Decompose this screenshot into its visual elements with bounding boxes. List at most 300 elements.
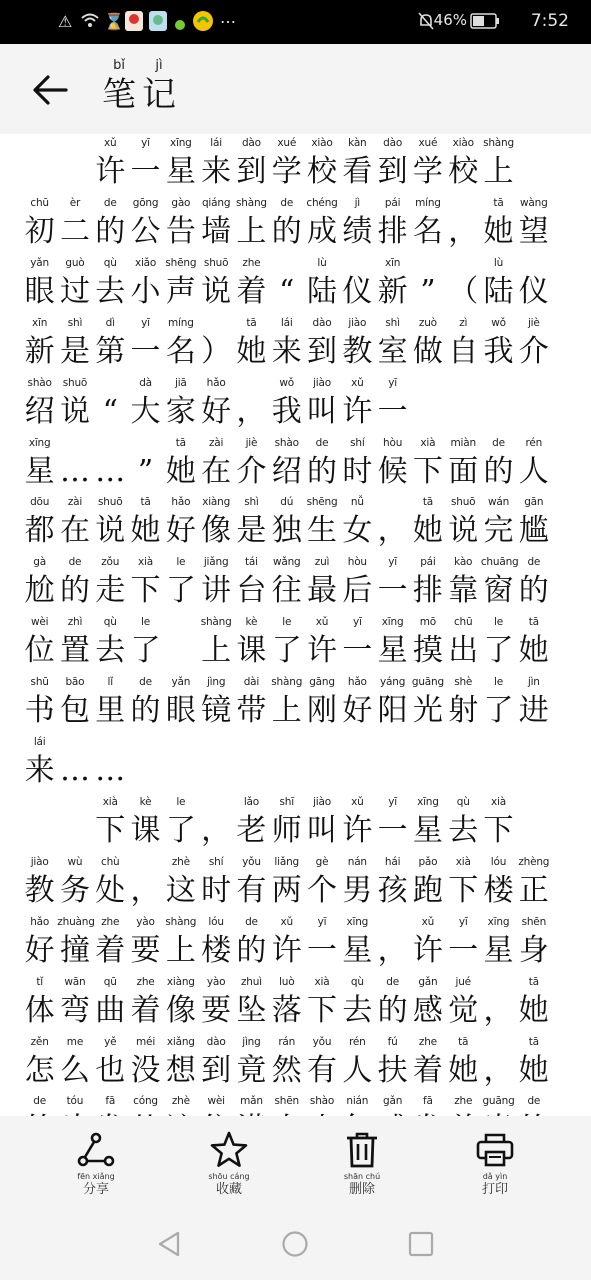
- char-cell: [375, 316, 410, 373]
- green-dot-icon: [174, 16, 186, 36]
- pinyin: wèi: [207, 1095, 225, 1108]
- nav-back-button[interactable]: [156, 1230, 184, 1262]
- nav-recents-button[interactable]: [407, 1230, 435, 1262]
- char-cell: [22, 436, 57, 493]
- hanzi: 位: [24, 633, 55, 669]
- char-cell: [163, 615, 198, 672]
- pinyin: [198, 316, 233, 331]
- hanzi: 一: [377, 812, 408, 848]
- hanzi: 进: [518, 693, 549, 729]
- hanzi: 她: [518, 1052, 549, 1088]
- char-cell: [93, 136, 128, 193]
- char-cell: [22, 675, 57, 732]
- clock: 7:52: [530, 11, 569, 31]
- char-cell: [93, 735, 128, 792]
- pinyin: chuāng: [480, 556, 519, 569]
- hanzi: 没: [130, 1052, 161, 1088]
- back-button[interactable]: [26, 66, 74, 114]
- hanzi: 跑: [412, 872, 443, 908]
- text-line: [93, 136, 517, 193]
- pinyin: zhì: [67, 616, 83, 629]
- pinyin: dì: [105, 316, 115, 329]
- hanzi: 是: [236, 513, 267, 549]
- star-icon: [209, 1130, 249, 1170]
- pinyin: wǎng: [272, 556, 301, 569]
- pinyin: xià: [314, 975, 330, 988]
- char-cell: [234, 675, 269, 732]
- char-cell: [22, 495, 57, 552]
- hanzi: 声: [165, 273, 196, 309]
- text-line: [22, 555, 551, 612]
- pinyin: zì: [459, 316, 468, 329]
- char-cell: [22, 196, 57, 253]
- trash-icon: [342, 1130, 382, 1170]
- pinyin: de: [527, 1095, 541, 1108]
- hanzi: ，: [201, 812, 232, 848]
- hanzi: 撞: [59, 932, 90, 968]
- char-cell: [446, 136, 481, 193]
- char-cell: [163, 795, 198, 852]
- pinyin: nián: [346, 1095, 369, 1108]
- pinyin: gāng: [309, 676, 335, 689]
- hanzi: 了: [271, 633, 302, 669]
- hanzi: 星: [412, 812, 443, 848]
- hanzi: 窗: [483, 573, 514, 609]
- hanzi: 一: [448, 932, 479, 968]
- hanzi: 上: [165, 932, 196, 968]
- char-cell: [269, 136, 304, 193]
- pinyin: gān: [524, 496, 544, 509]
- char-cell: [234, 136, 269, 193]
- pinyin: míng: [168, 316, 194, 329]
- pinyin: zhe: [136, 975, 155, 988]
- pinyin: wù: [67, 855, 83, 868]
- hanzi: 候: [377, 453, 408, 489]
- char-cell: [198, 915, 233, 972]
- hanzi: ”: [420, 273, 436, 309]
- favorite-pinyin: shōu cáng: [208, 1172, 250, 1181]
- char-cell: [269, 1035, 304, 1092]
- hanzi: 女: [342, 513, 373, 549]
- system-nav-bar: [0, 1208, 591, 1280]
- char-cell: [128, 675, 163, 732]
- char-cell: [128, 855, 163, 912]
- pinyin: zhe: [454, 1095, 473, 1108]
- pinyin: xǔ: [351, 376, 364, 389]
- char-cell: [516, 196, 551, 253]
- char-cell: [234, 376, 269, 433]
- char-cell: [269, 376, 304, 433]
- hanzi: 身: [518, 932, 549, 968]
- pinyin: yǎn: [171, 676, 191, 689]
- pinyin: hòu: [347, 556, 367, 569]
- hanzi: 她: [165, 453, 196, 489]
- pinyin: qù: [350, 975, 364, 988]
- hanzi: 往: [271, 573, 302, 609]
- hanzi: 室: [377, 333, 408, 369]
- char-cell: [57, 735, 92, 792]
- char-cell: [446, 555, 481, 612]
- pinyin: zhè: [171, 1095, 190, 1108]
- char-cell: [198, 795, 233, 852]
- pinyin: yī: [141, 137, 150, 149]
- pinyin: jiào: [30, 855, 49, 868]
- char-cell: [22, 975, 57, 1032]
- pinyin: de: [386, 975, 399, 988]
- nav-home-button[interactable]: [281, 1230, 309, 1262]
- pinyin: [57, 735, 92, 750]
- hanzi: 课: [130, 812, 161, 848]
- pinyin: yǎn: [30, 256, 49, 269]
- hanzi: 好: [342, 693, 373, 729]
- pinyin: gǎn: [418, 975, 438, 988]
- pinyin: [93, 436, 128, 451]
- pinyin: shí: [350, 436, 365, 449]
- hanzi: 一: [377, 573, 408, 609]
- pinyin: xià: [455, 855, 471, 868]
- hanzi: ”: [137, 453, 154, 489]
- char-cell: [410, 136, 445, 193]
- pinyin: xià: [491, 795, 506, 808]
- hanzi: 都: [24, 513, 55, 549]
- pinyin: tái: [244, 556, 258, 569]
- char-cell: [93, 795, 128, 852]
- pinyin: [128, 436, 163, 451]
- pinyin: xué: [418, 137, 438, 149]
- char-cell: [57, 975, 92, 1032]
- hanzi: 的: [59, 573, 90, 609]
- char-cell: [198, 196, 233, 253]
- hanzi: 校: [448, 154, 479, 189]
- char-cell: [340, 495, 375, 552]
- pinyin: shàng: [165, 915, 197, 928]
- pinyin: le: [282, 616, 292, 629]
- hanzi: 绩: [342, 213, 373, 249]
- char-cell: [410, 915, 445, 972]
- char-cell: [128, 615, 163, 672]
- pinyin: xīng: [487, 915, 510, 928]
- char-cell: [516, 495, 551, 552]
- char-cell: [481, 915, 516, 972]
- text-line: [22, 735, 128, 792]
- hanzi: 坠: [236, 992, 267, 1028]
- pinyin: de: [103, 196, 117, 209]
- hanzi: 说: [95, 513, 126, 549]
- print-button[interactable]: [445, 1130, 545, 1197]
- pinyin: dài: [243, 676, 260, 689]
- pinyin: yě: [104, 1035, 117, 1048]
- char-cell: [375, 436, 410, 493]
- pinyin: yī: [388, 556, 397, 569]
- hanzi: 两: [271, 872, 302, 908]
- char-cell: [57, 675, 92, 732]
- pinyin: dà: [139, 376, 152, 389]
- char-cell: [375, 376, 410, 433]
- char-cell: [234, 615, 269, 672]
- pinyin: zǒu: [101, 556, 120, 569]
- pinyin: jiǎng: [203, 556, 229, 569]
- char-cell: [234, 975, 269, 1032]
- pinyin: fā: [105, 1095, 116, 1108]
- char-cell: [410, 855, 445, 912]
- pinyin: lǐ: [107, 676, 113, 689]
- hanzi: 楼: [201, 932, 232, 968]
- pinyin: [128, 855, 163, 870]
- pinyin: jìn: [527, 676, 540, 689]
- pinyin: tā: [528, 1035, 539, 1048]
- hanzi: 要: [201, 992, 232, 1028]
- hanzi: 的: [236, 932, 267, 968]
- pinyin: yī: [141, 316, 150, 329]
- pinyin: tā: [175, 436, 186, 449]
- char-cell: [163, 376, 198, 433]
- char-cell: [57, 376, 92, 433]
- hanzi: 来: [201, 154, 232, 189]
- hanzi: 着: [412, 1052, 443, 1088]
- char-cell: [481, 316, 516, 373]
- char-cell: [340, 675, 375, 732]
- hanzi: 觉: [448, 992, 479, 1028]
- hanzi: 教: [24, 872, 55, 908]
- print-label: 打印: [481, 1182, 508, 1197]
- hanzi: ，: [130, 872, 161, 908]
- char-cell: [304, 436, 339, 493]
- hanzi: 星: [165, 154, 196, 189]
- hanzi: 她: [130, 513, 161, 549]
- hanzi: 有: [236, 872, 267, 908]
- hanzi: 完: [483, 513, 514, 549]
- pinyin: dào: [312, 316, 332, 329]
- char-cell: [446, 1035, 481, 1092]
- favorite-button[interactable]: [179, 1130, 279, 1197]
- hanzi: 要: [130, 932, 161, 968]
- hanzi: 一: [377, 393, 408, 429]
- hanzi: 台: [236, 573, 267, 609]
- hanzi: 上: [271, 693, 302, 729]
- char-cell: [163, 495, 198, 552]
- pinyin: yī: [352, 616, 362, 629]
- hanzi: 学: [412, 154, 443, 189]
- hanzi: 排: [412, 573, 443, 609]
- pinyin: [375, 915, 410, 930]
- char-cell: [57, 495, 92, 552]
- hanzi: 星: [24, 453, 55, 489]
- pinyin: xīn: [385, 256, 401, 269]
- pinyin: de: [280, 196, 294, 209]
- pinyin: jìng: [242, 1035, 261, 1048]
- hanzi: 学: [271, 154, 302, 189]
- hanzi: 小: [130, 273, 161, 309]
- char-cell: [516, 316, 551, 373]
- pinyin: [234, 376, 269, 391]
- hanzi: 许: [412, 932, 443, 968]
- pinyin: yǒu: [242, 855, 261, 868]
- pinyin: shì: [244, 496, 259, 509]
- char-cell: [93, 256, 128, 313]
- pinyin: qiáng: [201, 196, 231, 209]
- char-cell: [57, 615, 92, 672]
- char-cell: [22, 256, 57, 313]
- pinyin: tā: [493, 196, 504, 209]
- pinyin: shuō: [98, 496, 123, 509]
- char-cell: [93, 915, 128, 972]
- hanzi: 来: [24, 753, 55, 788]
- title-char: 笔: [102, 75, 136, 115]
- pinyin: zhe: [101, 915, 120, 928]
- pinyin: xīng: [417, 795, 439, 808]
- hanzi: 说: [201, 273, 232, 309]
- pinyin: jìng: [206, 676, 226, 689]
- char-cell: [163, 915, 198, 972]
- char-cell: [128, 795, 163, 852]
- pinyin: xǔ: [315, 616, 329, 629]
- title-pinyin: bǐ: [113, 58, 125, 73]
- char-cell: [128, 495, 163, 552]
- battery-icon: [470, 13, 500, 34]
- text-line: [22, 1035, 551, 1092]
- hanzi: “: [102, 393, 118, 429]
- hanzi: 带: [236, 693, 267, 729]
- hanzi: 有: [307, 1052, 338, 1088]
- char-cell: [516, 855, 551, 912]
- char-cell: [269, 795, 304, 852]
- hanzi: 名: [412, 213, 443, 249]
- hanzi: 后: [342, 573, 373, 609]
- more-icon: …: [220, 8, 236, 27]
- hanzi: 去: [95, 273, 126, 309]
- pinyin: yào: [136, 915, 155, 928]
- pinyin: gà: [33, 556, 46, 569]
- pinyin: shí: [208, 855, 224, 868]
- pinyin: jiào: [313, 376, 331, 389]
- char-cell: [128, 256, 163, 313]
- char-cell: [198, 1035, 233, 1092]
- char-cell: [375, 1035, 410, 1092]
- char-cell: [198, 376, 233, 433]
- char-cell: [198, 855, 233, 912]
- char-cell: [198, 136, 233, 193]
- pinyin: cóng: [133, 1095, 158, 1108]
- char-cell: [446, 915, 481, 972]
- char-cell: [269, 436, 304, 493]
- char-cell: [410, 196, 445, 253]
- pinyin: xiǎo: [134, 256, 157, 269]
- pinyin: zhe: [242, 256, 261, 269]
- char-cell: [22, 555, 57, 612]
- hanzi: 这: [165, 872, 196, 908]
- char-cell: [57, 1035, 92, 1092]
- hanzi: 尴: [518, 513, 549, 549]
- pinyin: xīng: [170, 137, 192, 149]
- char-cell: [234, 1035, 269, 1092]
- char-cell: [304, 495, 339, 552]
- char-cell: [128, 1035, 163, 1092]
- pinyin: luò: [279, 975, 295, 988]
- pinyin: de: [527, 556, 541, 569]
- hanzi: 看: [342, 154, 373, 189]
- hanzi: 家: [165, 393, 196, 429]
- char-cell: [480, 555, 519, 612]
- char-cell: [269, 675, 304, 732]
- pinyin: de: [245, 915, 258, 928]
- battery-percent: 46%: [433, 11, 467, 29]
- hanzi: 星: [342, 932, 373, 968]
- pinyin: xǔ: [104, 137, 117, 149]
- pinyin: [481, 975, 516, 990]
- pinyin: mǎn: [240, 1095, 263, 1108]
- pinyin: zhèng: [518, 855, 550, 868]
- pinyin: gōng: [132, 196, 159, 209]
- char-cell: [340, 376, 375, 433]
- hanzi: 陆: [483, 273, 514, 309]
- share-button[interactable]: [46, 1130, 146, 1197]
- pinyin: dú: [280, 496, 294, 509]
- char-cell: [128, 975, 163, 1032]
- char-cell: [304, 555, 339, 612]
- hanzi: 许: [307, 633, 338, 669]
- pinyin: chéng: [306, 196, 338, 209]
- char-cell: [93, 855, 128, 912]
- hanzi: 讲: [201, 573, 232, 609]
- pinyin: pǎo: [418, 855, 438, 868]
- char-cell: [198, 256, 233, 313]
- char-cell: [22, 376, 57, 433]
- char-cell: [481, 256, 516, 313]
- pinyin: lóu: [490, 855, 507, 868]
- char-cell: [340, 855, 375, 912]
- char-cell: [198, 615, 233, 672]
- hanzi: ，: [236, 393, 267, 429]
- pinyin: xīng: [346, 915, 369, 928]
- pinyin: shēng: [306, 496, 338, 509]
- hanzi: 的: [377, 992, 408, 1028]
- pinyin: guāng: [482, 1095, 515, 1108]
- char-cell: [481, 495, 516, 552]
- char-cell: [340, 975, 375, 1032]
- char-cell: [304, 316, 339, 373]
- char-cell: [375, 975, 410, 1032]
- delete-button[interactable]: [312, 1130, 412, 1197]
- text-line: [22, 615, 551, 672]
- pinyin: qū: [103, 975, 117, 988]
- hanzi: 好: [24, 932, 55, 968]
- app-icon: [148, 10, 168, 37]
- hanzi: 生: [307, 513, 338, 549]
- hanzi: （: [448, 273, 479, 309]
- pinyin: tā: [246, 316, 257, 329]
- pinyin: xǔ: [351, 795, 364, 808]
- note-content: [0, 134, 591, 1116]
- hanzi: 务: [59, 872, 90, 908]
- char-cell: [234, 495, 269, 552]
- hanzi: 包: [59, 693, 90, 729]
- pinyin: shào: [309, 1095, 335, 1108]
- char-cell: [22, 855, 57, 912]
- char-cell: [446, 316, 481, 373]
- pinyin: hái: [384, 855, 401, 868]
- pinyin: shàng: [483, 137, 514, 149]
- char-cell: [481, 436, 516, 493]
- char-cell: [22, 1035, 57, 1092]
- pinyin: mō: [419, 616, 437, 629]
- pinyin: jiè: [245, 436, 258, 449]
- char-cell: [340, 196, 375, 253]
- char-cell: [340, 436, 375, 493]
- pinyin: jué: [455, 975, 471, 988]
- pinyin: rén: [349, 1035, 366, 1048]
- pinyin: gào: [171, 196, 191, 209]
- pinyin: de: [315, 436, 329, 449]
